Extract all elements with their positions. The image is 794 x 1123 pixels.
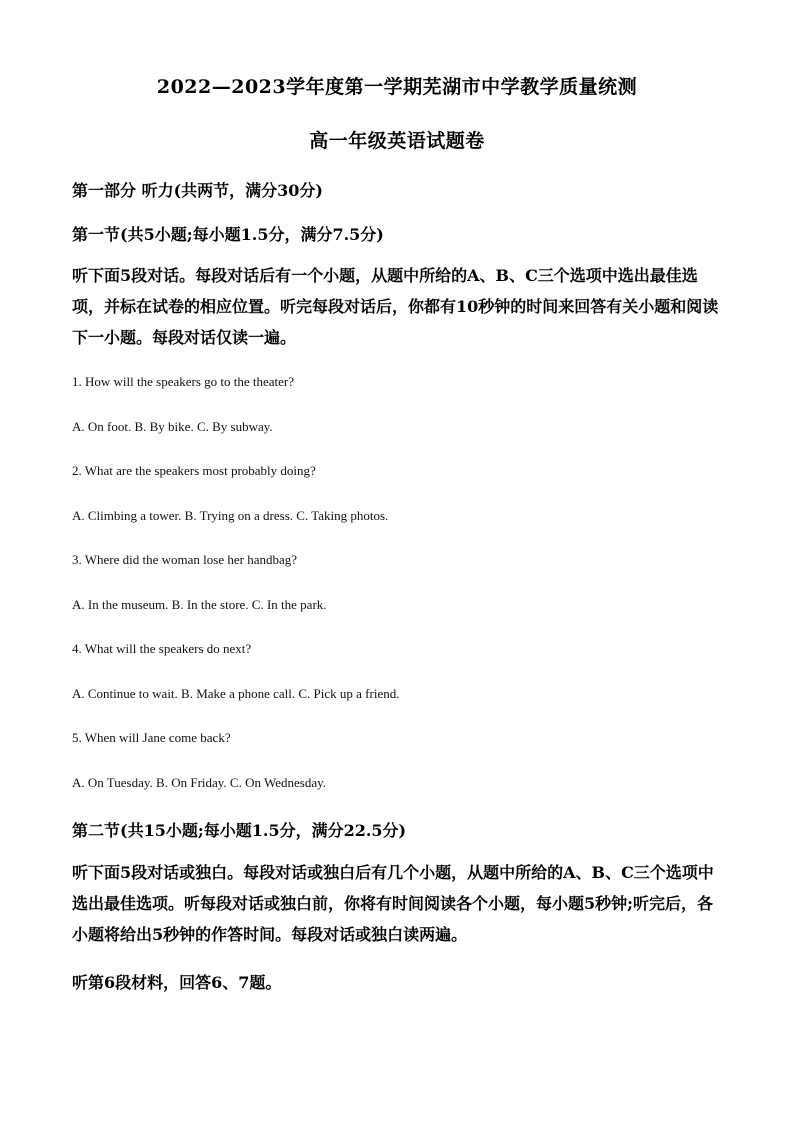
section1-instructions: 听下面5段对话。每段对话后有一个小题，从题中所给的A、B、C三个选项中选出最佳选项，并标在试卷的相应位置。听完每段对话后，你都有10秒钟的时间来回答有关小题和阅读下一小题。每段对话仅读一遍。 [72,266,719,347]
question-2: 2. What are the speakers most probably doing? [72,463,316,478]
question-3-options: A. In the museum. B. In the store. C. In the park. [72,597,327,612]
section2-heading: 第二节(共15小题;每小题1.5分，满分22.5分) [72,821,407,840]
section1-heading: 第一节(共5小题;每小题1.5分，满分7.5分) [72,225,384,244]
question-4: 4. What will the speakers do next? [72,641,252,656]
section2-instructions: 听下面5段对话或独白。每段对话或独白后有几个小题，从题中所给的A、B、C三个选项中选出最佳选项。听每段对话或独白前，你将有时间阅读各个小题，每小题5秒钟;听完后，各小题将给出5秒钟的作答时间。每段对话或独白读两遍。 [72,863,714,944]
material-heading: 听第6段材料，回答6、7题。 [72,973,282,992]
question-1-options: A. On foot. B. By bike. C. By subway. [72,419,273,434]
question-1: 1. How will the speakers go to the theater? [72,374,295,389]
question-3: 3. Where did the woman lose her handbag? [72,552,298,567]
question-5-options: A. On Tuesday. B. On Friday. C. On Wednesday. [72,775,327,790]
exam-subtitle: 高一年级英语试题卷 [309,130,485,152]
exam-title: 2022—2023学年度第一学期芜湖市中学教学质量统测 [156,76,638,98]
question-2-options: A. Climbing a tower. B. Trying on a dress. C. Taking photos. [72,508,389,523]
question-5: 5. When will Jane come back? [72,730,231,745]
question-4-options: A. Continue to wait. B. Make a phone call. C. Pick up a friend. [72,686,400,701]
part1-heading: 第一部分 听力(共两节，满分30分) [72,181,323,200]
